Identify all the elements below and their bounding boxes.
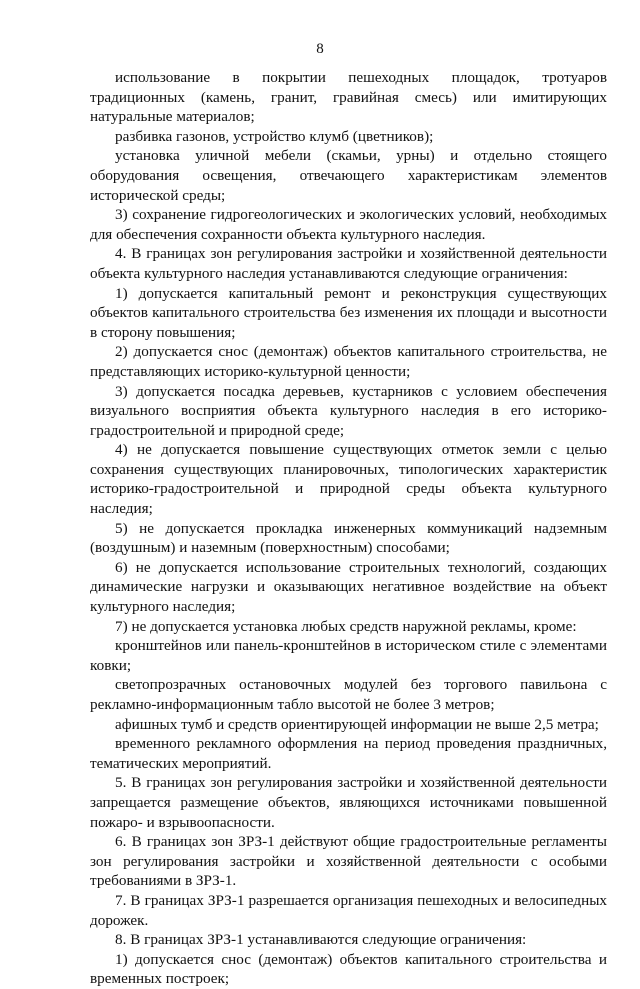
paragraph: 7. В границах ЗРЗ-1 разрешается организация пешеходных и велосипедных дорожек. (90, 891, 607, 929)
document-body (90, 68, 607, 989)
paragraph: светопрозрачных остановочных модулей без торгового павильона с рекламно-информационным табло высотой не более 3 метров; (90, 676, 607, 713)
paragraph: 1) допускается снос (демонтаж) объектов капитального строительства и временных построек; (90, 950, 607, 988)
paragraph: 2) допускается снос (демонтаж) объектов капитального строительства, не представляющих историко-культурной ценности; (90, 343, 607, 380)
paragraph: 3) сохранение гидрогеологических и экологических условий, необходимых для обеспечения сохранности объекта культурного наследия. (90, 206, 607, 243)
page-number: 8 (316, 41, 324, 57)
paragraph: использование в покрытии пешеходных площадок, тротуаров традиционных (камень, гранит, гравийная смесь) или имитирующих натуральные материалов; (90, 69, 607, 126)
paragraph: установка уличной мебели (скамьи, урны) и отдельно стоящего оборудования освещения, отвечающего характеристикам элементов исторической среды; (90, 147, 607, 204)
paragraph: 5. В границах зон регулирования застройки и хозяйственной деятельности запрещается размещение объектов, являющихся источниками повышенной пожаро- и взрывоопасности. (90, 774, 607, 831)
paragraph: разбивка газонов, устройство клумб (цветников); (115, 127, 434, 145)
paragraph: 3) допускается посадка деревьев, кустарников с условием обеспечения визуального восприятия объекта культурного наследия в его историко-градостроительной и природной среде; (90, 382, 607, 439)
paragraph: 4) не допускается повышение существующих отметок земли с целью сохранения существующих планировочных, типологических характеристик историко-градостроительной и природной среды объекта культурного наследия; (90, 441, 607, 518)
paragraph: афишных тумб и средств ориентирующей информации не выше 2,5 метра; (115, 715, 599, 733)
paragraph: 4. В границах зон регулирования застройки и хозяйственной деятельности объекта культурного наследия устанавливаются следующие ограничения: (90, 245, 607, 282)
paragraph: кронштейнов или панель-кронштейнов в историческом стиле с элементами ковки; (90, 637, 607, 674)
paragraph: 8. В границах ЗРЗ-1 устанавливаются следующие ограничения: (115, 931, 527, 949)
paragraph: 5) не допускается прокладка инженерных коммуникаций надземным (воздушным) и наземным (поверхностным) способами; (90, 519, 607, 557)
paragraph: 1) допускается капитальный ремонт и реконструкция существующих объектов капитального строительства без изменения их площади и высотности в сторону повышения; (90, 284, 607, 341)
paragraph: 6) не допускается использование строительных технологий, создающих динамические нагрузки и оказывающих негативное воздействие на объект культурного наследия; (90, 558, 607, 616)
paragraph: 7) не допускается установка любых средств наружной рекламы, кроме: (115, 617, 577, 635)
paragraph: 6. В границах зон ЗРЗ-1 действуют общие градостроительные регламенты зон регулирования застройки и хозяйственной деятельности с особыми требованиями в ЗРЗ-1. (90, 833, 607, 890)
paragraph: временного рекламного оформления на период проведения праздничных, тематических мероприятий. (90, 735, 607, 772)
